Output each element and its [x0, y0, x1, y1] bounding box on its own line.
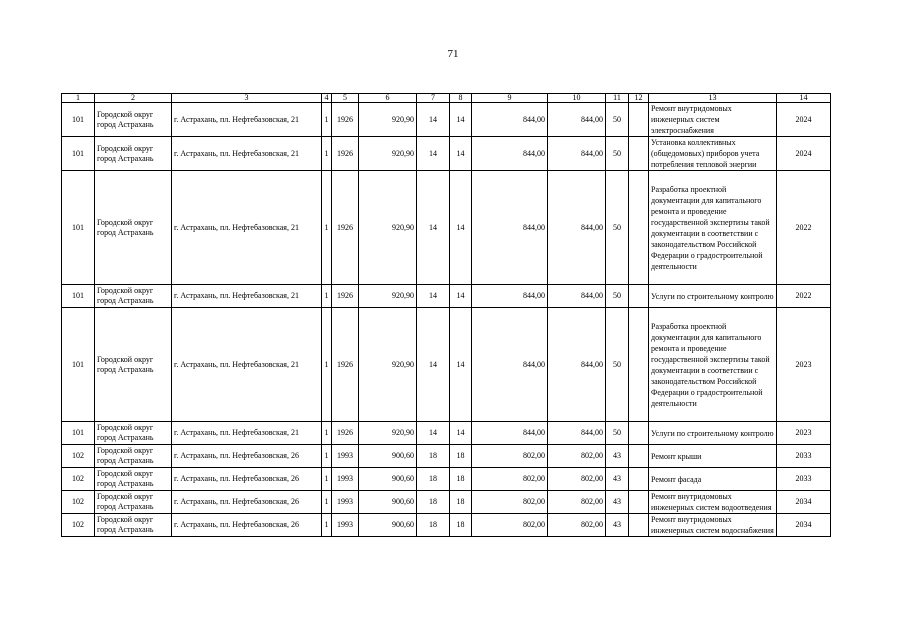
- column-header: 6: [359, 94, 417, 103]
- cell-plan-year: 2033: [777, 468, 831, 491]
- cell-col8: 18: [450, 468, 472, 491]
- cell-district: Городской округ город Астрахань: [95, 422, 172, 445]
- cell-number: 102: [62, 445, 95, 468]
- cell-number: 101: [62, 308, 95, 422]
- cell-col4: 1: [322, 285, 332, 308]
- cell-area: 920,90: [359, 171, 417, 285]
- cell-col12: [629, 514, 649, 537]
- cell-col12: [629, 491, 649, 514]
- cell-col7: 18: [417, 491, 450, 514]
- cell-col9: 844,00: [472, 308, 548, 422]
- cell-col12: [629, 445, 649, 468]
- cell-address: г. Астрахань, пл. Нефтебазовская, 21: [172, 171, 322, 285]
- cell-area: 900,60: [359, 445, 417, 468]
- cell-col12: [629, 137, 649, 171]
- cell-col4: 1: [322, 103, 332, 137]
- cell-col9: 844,00: [472, 171, 548, 285]
- cell-district: Городской округ город Астрахань: [95, 137, 172, 171]
- cell-year: 1926: [332, 103, 359, 137]
- column-header: 5: [332, 94, 359, 103]
- cell-plan-year: 2024: [777, 137, 831, 171]
- table-header-row: [62, 94, 831, 103]
- cell-col10: 844,00: [548, 422, 606, 445]
- cell-plan-year: 2034: [777, 491, 831, 514]
- column-header: 11: [606, 94, 629, 103]
- cell-col10: 802,00: [548, 445, 606, 468]
- cell-col9: 844,00: [472, 422, 548, 445]
- cell-district: Городской округ город Астрахань: [95, 308, 172, 422]
- cell-col10: 802,00: [548, 491, 606, 514]
- cell-district: Городской округ город Астрахань: [95, 491, 172, 514]
- column-header: 8: [450, 94, 472, 103]
- cell-col4: 1: [322, 171, 332, 285]
- cell-col10: 844,00: [548, 103, 606, 137]
- cell-col8: 18: [450, 514, 472, 537]
- cell-col11: 43: [606, 468, 629, 491]
- cell-area: 900,60: [359, 491, 417, 514]
- cell-col7: 14: [417, 137, 450, 171]
- cell-district: Городской округ город Астрахань: [95, 514, 172, 537]
- cell-address: г. Астрахань, пл. Нефтебазовская, 26: [172, 445, 322, 468]
- cell-number: 101: [62, 137, 95, 171]
- cell-col9: 844,00: [472, 137, 548, 171]
- cell-address: г. Астрахань, пл. Нефтебазовская, 26: [172, 491, 322, 514]
- cell-number: 102: [62, 468, 95, 491]
- cell-col10: 844,00: [548, 171, 606, 285]
- cell-plan-year: 2034: [777, 514, 831, 537]
- cell-area: 920,90: [359, 422, 417, 445]
- cell-col7: 18: [417, 468, 450, 491]
- cell-address: г. Астрахань, пл. Нефтебазовская, 21: [172, 285, 322, 308]
- table-row: [62, 422, 831, 445]
- cell-col7: 14: [417, 422, 450, 445]
- table-row: [62, 491, 831, 514]
- column-header: 4: [322, 94, 332, 103]
- cell-work-type: Ремонт крыши: [649, 445, 777, 468]
- cell-col10: 802,00: [548, 514, 606, 537]
- cell-col11: 43: [606, 445, 629, 468]
- cell-district: Городской округ город Астрахань: [95, 103, 172, 137]
- cell-area: 920,90: [359, 137, 417, 171]
- cell-col4: 1: [322, 445, 332, 468]
- column-header: 3: [172, 94, 322, 103]
- cell-year: 1926: [332, 422, 359, 445]
- cell-col12: [629, 171, 649, 285]
- cell-number: 102: [62, 514, 95, 537]
- cell-col4: 1: [322, 468, 332, 491]
- cell-col8: 18: [450, 445, 472, 468]
- cell-col9: 844,00: [472, 285, 548, 308]
- cell-col11: 50: [606, 308, 629, 422]
- cell-year: 1993: [332, 491, 359, 514]
- cell-plan-year: 2022: [777, 171, 831, 285]
- cell-year: 1993: [332, 468, 359, 491]
- column-header: 10: [548, 94, 606, 103]
- cell-col8: 14: [450, 171, 472, 285]
- table-row: [62, 103, 831, 137]
- cell-work-type: Ремонт фасада: [649, 468, 777, 491]
- cell-address: г. Астрахань, пл. Нефтебазовская, 21: [172, 137, 322, 171]
- column-header: 1: [62, 94, 95, 103]
- cell-work-type: Разработка проектной документации для капитального ремонта и проведение государственной экспертизы такой документации в соответствии с законодательством Российской Федерации о градостроительной деятельности: [649, 171, 777, 285]
- cell-area: 900,60: [359, 514, 417, 537]
- cell-area: 920,90: [359, 285, 417, 308]
- cell-district: Городской округ город Астрахань: [95, 468, 172, 491]
- cell-col4: 1: [322, 308, 332, 422]
- table-body: [62, 94, 831, 537]
- cell-district: Городской округ город Астрахань: [95, 171, 172, 285]
- table-row: [62, 308, 831, 422]
- column-header: 2: [95, 94, 172, 103]
- cell-work-type: Разработка проектной документации для капитального ремонта и проведение государственной экспертизы такой документации в соответствии с законодательством Российской Федерации о градостроительной деятельности: [649, 308, 777, 422]
- cell-col11: 50: [606, 171, 629, 285]
- cell-year: 1993: [332, 514, 359, 537]
- cell-col11: 43: [606, 491, 629, 514]
- column-header: 14: [777, 94, 831, 103]
- cell-col11: 50: [606, 103, 629, 137]
- cell-col4: 1: [322, 491, 332, 514]
- cell-year: 1926: [332, 308, 359, 422]
- cell-number: 101: [62, 422, 95, 445]
- cell-col8: 14: [450, 285, 472, 308]
- cell-year: 1926: [332, 285, 359, 308]
- cell-plan-year: 2023: [777, 308, 831, 422]
- cell-col8: 14: [450, 308, 472, 422]
- cell-col10: 844,00: [548, 137, 606, 171]
- column-header: 12: [629, 94, 649, 103]
- cell-address: г. Астрахань, пл. Нефтебазовская, 26: [172, 514, 322, 537]
- cell-address: г. Астрахань, пл. Нефтебазовская, 21: [172, 103, 322, 137]
- cell-year: 1926: [332, 171, 359, 285]
- cell-col12: [629, 308, 649, 422]
- cell-area: 920,90: [359, 308, 417, 422]
- table-row: [62, 137, 831, 171]
- cell-plan-year: 2024: [777, 103, 831, 137]
- cell-col8: 14: [450, 103, 472, 137]
- cell-col10: 844,00: [548, 285, 606, 308]
- cell-work-type: Ремонт внутридомовых инженерных систем электроснабжения: [649, 103, 777, 137]
- cell-col12: [629, 468, 649, 491]
- cell-col7: 14: [417, 308, 450, 422]
- cell-col8: 14: [450, 137, 472, 171]
- column-header: 13: [649, 94, 777, 103]
- cell-address: г. Астрахань, пл. Нефтебазовская, 26: [172, 468, 322, 491]
- cell-district: Городской округ город Астрахань: [95, 445, 172, 468]
- cell-col9: 802,00: [472, 468, 548, 491]
- cell-work-type: Услуги по строительному контролю: [649, 422, 777, 445]
- cell-col11: 50: [606, 137, 629, 171]
- cell-area: 920,90: [359, 103, 417, 137]
- cell-col9: 802,00: [472, 491, 548, 514]
- cell-number: 101: [62, 103, 95, 137]
- cell-work-type: Установка коллективных (общедомовых) приборов учета потребления тепловой энергии: [649, 137, 777, 171]
- page-number: 71: [447, 48, 459, 60]
- cell-work-type: Услуги по строительному контролю: [649, 285, 777, 308]
- cell-col7: 18: [417, 514, 450, 537]
- repair-schedule-table: [61, 93, 831, 537]
- cell-col12: [629, 103, 649, 137]
- cell-col7: 14: [417, 103, 450, 137]
- column-header: 7: [417, 94, 450, 103]
- table-row: [62, 171, 831, 285]
- cell-address: г. Астрахань, пл. Нефтебазовская, 21: [172, 422, 322, 445]
- cell-work-type: Ремонт внутридомовых инженерных систем водоснабжения: [649, 514, 777, 537]
- cell-col9: 802,00: [472, 514, 548, 537]
- column-header: 9: [472, 94, 548, 103]
- table-row: [62, 514, 831, 537]
- cell-col12: [629, 285, 649, 308]
- cell-col10: 802,00: [548, 468, 606, 491]
- cell-year: 1926: [332, 137, 359, 171]
- cell-col11: 43: [606, 514, 629, 537]
- cell-col4: 1: [322, 137, 332, 171]
- cell-plan-year: 2023: [777, 422, 831, 445]
- cell-year: 1993: [332, 445, 359, 468]
- cell-col11: 50: [606, 285, 629, 308]
- cell-col12: [629, 422, 649, 445]
- cell-col11: 50: [606, 422, 629, 445]
- cell-col9: 802,00: [472, 445, 548, 468]
- cell-col9: 844,00: [472, 103, 548, 137]
- cell-col7: 14: [417, 285, 450, 308]
- cell-col7: 14: [417, 171, 450, 285]
- cell-work-type: Ремонт внутридомовых инженерных систем водоотведения: [649, 491, 777, 514]
- cell-plan-year: 2022: [777, 285, 831, 308]
- cell-number: 101: [62, 285, 95, 308]
- cell-col8: 14: [450, 422, 472, 445]
- cell-address: г. Астрахань, пл. Нефтебазовская, 21: [172, 308, 322, 422]
- cell-number: 101: [62, 171, 95, 285]
- cell-col7: 18: [417, 445, 450, 468]
- cell-plan-year: 2033: [777, 445, 831, 468]
- cell-col4: 1: [322, 514, 332, 537]
- table-row: [62, 285, 831, 308]
- cell-col10: 844,00: [548, 308, 606, 422]
- cell-district: Городской округ город Астрахань: [95, 285, 172, 308]
- table-row: [62, 468, 831, 491]
- table-row: [62, 445, 831, 468]
- cell-area: 900,60: [359, 468, 417, 491]
- cell-number: 102: [62, 491, 95, 514]
- cell-col4: 1: [322, 422, 332, 445]
- cell-col8: 18: [450, 491, 472, 514]
